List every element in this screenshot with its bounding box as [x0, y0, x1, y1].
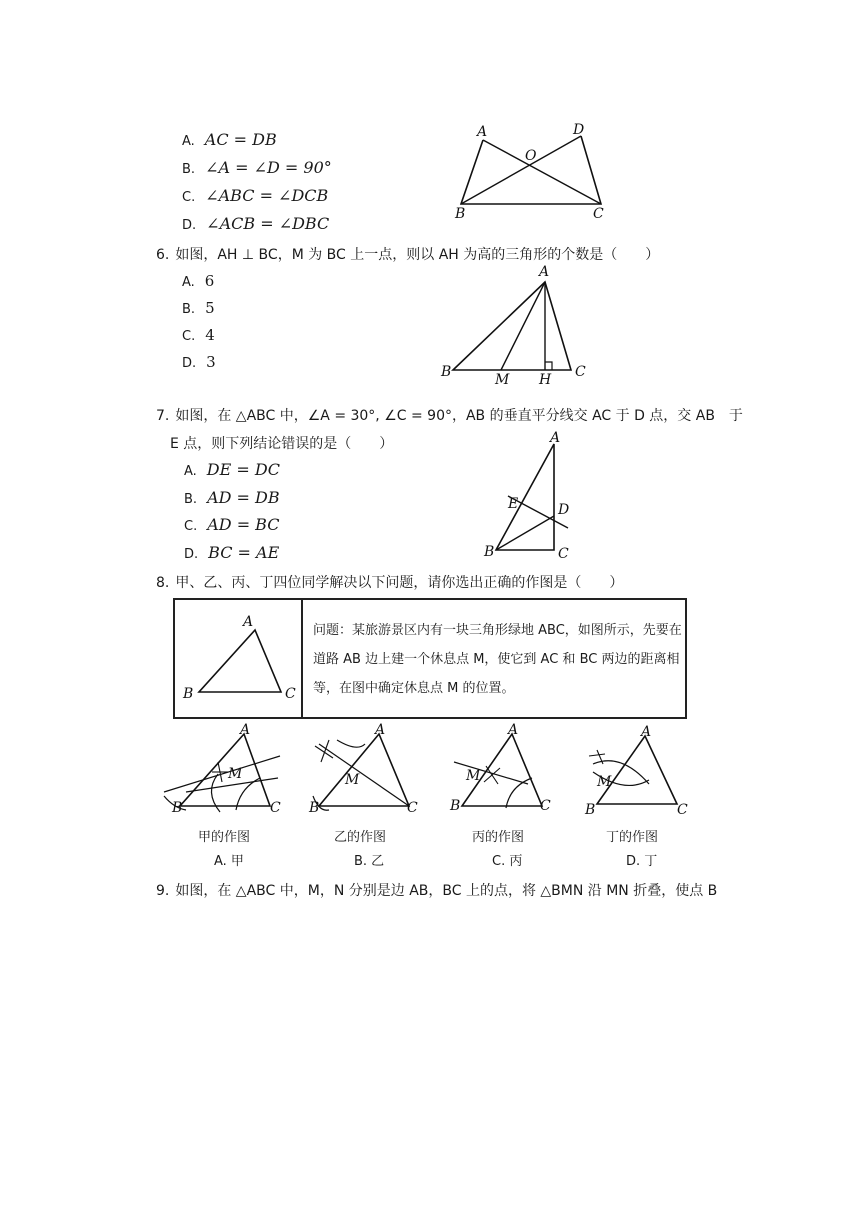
q5-label-o: O [525, 148, 537, 164]
q6-option-c: C. 4 [182, 326, 215, 344]
q5-figure [445, 118, 625, 224]
q9-stem: 9. 如图，在 △ABC 中，M，N 分别是边 AB，BC 上的点，将 △BMN 沿 MN 折叠，使点 B [156, 883, 718, 899]
q8-box-label-a: A [243, 614, 254, 630]
q6-label-a: A [539, 264, 550, 280]
q7-figure [478, 430, 588, 564]
q8-stem: 8. 甲、乙、丙、丁四位同学解决以下问题，请你选出正确的作图是（ ） [156, 575, 624, 591]
q7-label-c: C [558, 546, 569, 562]
q8-yi-label-m: M [345, 772, 360, 788]
q6-label-c: C [575, 364, 586, 380]
q7-label-a: A [550, 430, 561, 446]
q8-jia-label-c: C [270, 800, 281, 816]
q8-bing-label-a: A [508, 722, 519, 738]
q6-stem: 6. 如图，AH ⊥ BC，M 为 BC 上一点，则以 AH 为高的三角形的个数是（ ） [156, 247, 660, 263]
q7-stem-line2: E 点，则下列结论错误的是（ ） [170, 436, 394, 452]
q8-bing-label-b: B [450, 798, 461, 814]
q8-ding-label-c: C [677, 802, 688, 818]
q8-choice-b: B. 乙 [354, 854, 385, 869]
q5-label-a: A [477, 124, 488, 140]
q8-problem-text: 问题：某旅游景区内有一块三角形绿地 ABC，如图所示，先要在道路 AB 边上建一个休息点 M，使它到 AC 和 BC 两边的距离相等，在图中确定休息点 M 的位置。 [313, 623, 682, 696]
q8-choice-d: D. 丁 [626, 854, 658, 869]
q6-label-m: M [495, 372, 510, 388]
q8-diagram-bing [446, 722, 566, 820]
q8-jia-label-m: M [228, 766, 243, 782]
q8-bing-label-c: C [540, 798, 551, 814]
q8-diagram-ding [583, 722, 693, 820]
q5-option-b: B. ∠A = ∠D = 90° [182, 158, 332, 177]
q7-option-a: A. DE = DC [184, 460, 280, 479]
q8-ding-label-a: A [641, 724, 652, 740]
q8-box-label-b: B [183, 686, 194, 702]
q5-option-d: D. ∠ACB = ∠DBC [182, 214, 330, 233]
q8-yi-label-b: B [309, 800, 320, 816]
q6-option-a: A. 6 [182, 272, 215, 290]
q8-caption-yi: 乙的作图 [334, 830, 387, 845]
q8-bing-label-m: M [466, 768, 481, 784]
q7-label-d: D [558, 502, 570, 518]
q8-box-triangle [179, 604, 297, 714]
q7-option-c: C. AD = BC [184, 515, 280, 534]
q8-ding-label-m: M [597, 774, 612, 790]
q5-label-d: D [573, 122, 585, 138]
q7-option-d: D. BC = AE [184, 543, 280, 562]
q7-label-b: B [484, 544, 495, 560]
q8-caption-bing: 丙的作图 [472, 830, 525, 845]
q7-stem-line1: 7. 如图，在 △ABC 中，∠A = 30°, ∠C = 90°，AB 的垂直平分线交 AC 于 D 点，交 AB 于 [156, 408, 743, 424]
q8-box-divider [301, 600, 303, 717]
q8-ding-label-b: B [585, 802, 596, 818]
q8-diagram-jia [160, 722, 290, 820]
q8-diagram-yi [303, 722, 427, 820]
q8-caption-jia: 甲的作图 [198, 830, 251, 845]
q6-option-d: D. 3 [182, 353, 216, 371]
q6-figure [435, 262, 595, 388]
q8-box-label-c: C [285, 686, 296, 702]
q6-label-h: H [539, 372, 552, 388]
q8-yi-label-c: C [407, 800, 418, 816]
q7-label-e: E [508, 496, 519, 512]
q8-problem-box [173, 598, 687, 719]
q6-option-b: B. 5 [182, 299, 215, 317]
q8-jia-label-b: B [172, 800, 183, 816]
q5-option-c: C. ∠ABC = ∠DCB [182, 186, 329, 205]
q6-label-b: B [441, 364, 452, 380]
q7-option-b: B. AD = DB [184, 488, 280, 507]
q8-jia-label-a: A [240, 722, 251, 738]
q8-choice-c: C. 丙 [492, 854, 523, 869]
q8-yi-label-a: A [375, 722, 386, 738]
q5-option-a: A. AC = DB [182, 130, 277, 149]
q8-caption-ding: 丁的作图 [606, 830, 659, 845]
q8-choice-a: A. 甲 [214, 854, 244, 869]
q5-label-c: C [593, 206, 604, 222]
q5-label-b: B [455, 206, 466, 222]
